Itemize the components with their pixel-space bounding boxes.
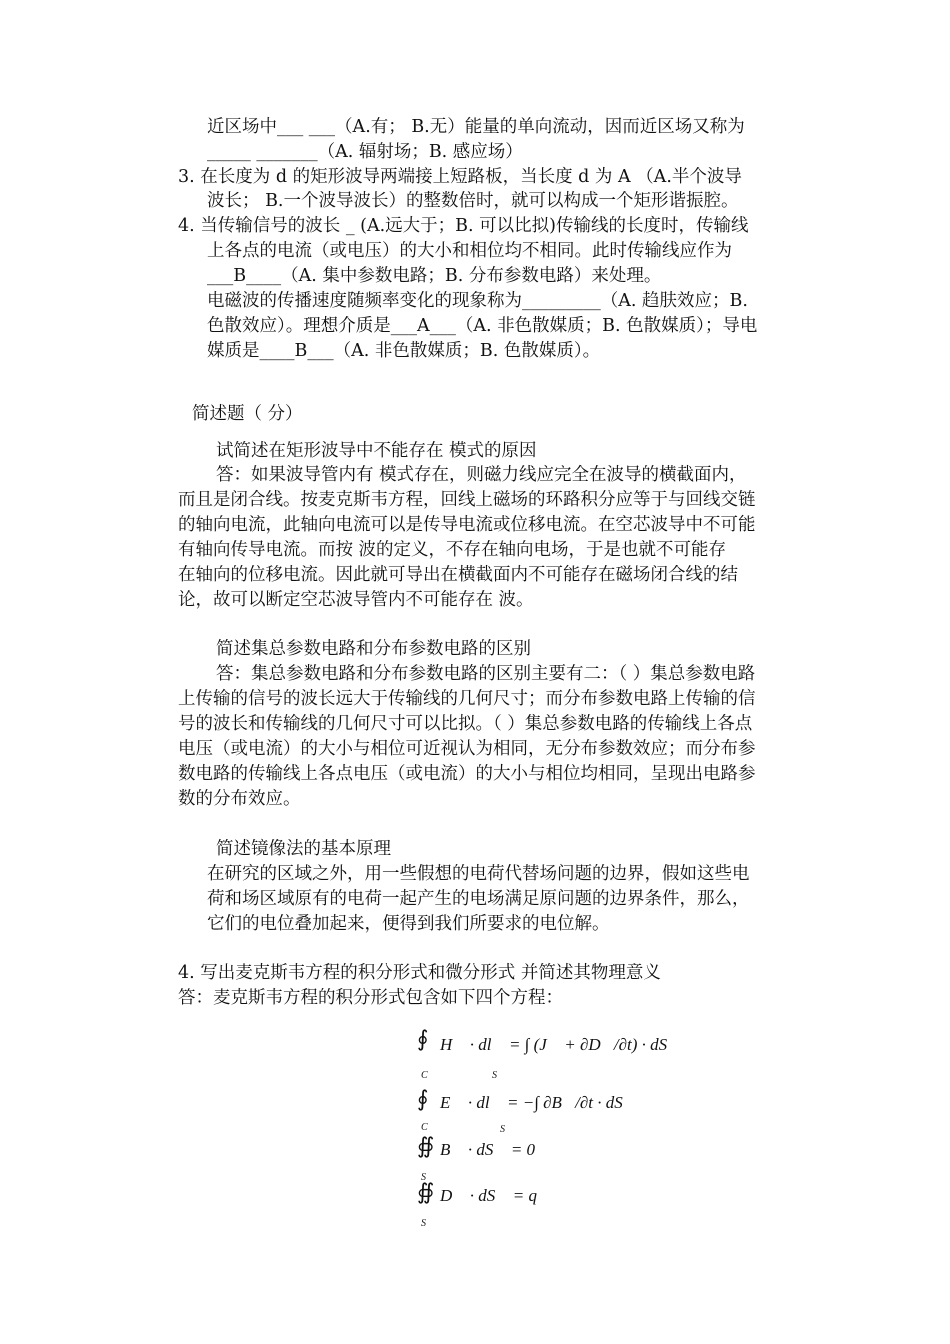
text-line: ___B____（A. 集中参数电路；B. 分布参数电路）来处理。	[207, 266, 662, 286]
equation-3: B⃗ · dS⃗ = 0	[440, 1140, 536, 1159]
answer-line: 数的分布效应。	[178, 789, 301, 809]
text-line: 色散效应）。理想介质是___A___（A. 非色散媒质；B. 色散媒质）；导电	[207, 316, 758, 336]
answer-line: 在研究的区域之外，用一些假想的电荷代替场问题的边界，假如这些电	[207, 864, 750, 884]
equation-2: E⃗ · dl⃗ = −∫ ∂B⃗/∂t · dS⃗	[440, 1093, 636, 1112]
text-line: 波长； B.一个波导波长）的整数倍时，就可以构成一个矩形谐振腔。	[207, 191, 739, 211]
section-title: 简述题（ 分）	[192, 404, 303, 424]
integral-subscript: S	[492, 1070, 497, 1081]
answer-line: 它们的电位叠加起来，便得到我们所要求的电位解。	[207, 914, 610, 934]
answer-line: 有轴向传导电流。而按 波的定义，不存在轴向电场，于是也就不可能存	[178, 540, 727, 560]
answer-line: 数电路的传输线上各点电压（或电流）的大小与相位均相同，呈现出电路参	[178, 764, 756, 784]
question-title: 试简述在矩形波导中不能存在 模式的原因	[216, 441, 537, 461]
question-4-line: 4. 当传输信号的波长 _ (A.远大于；B. 可以比拟)传输线的长度时，传输线	[178, 216, 749, 236]
integral-subscript: C	[421, 1122, 428, 1133]
equation-1: H⃗ · dl⃗ = ∫ (J⃗ + ∂D⃗/∂t) · dS⃗	[440, 1035, 681, 1054]
text-line: 上各点的电流（或电压）的大小和相位均不相同。此时传输线应作为	[207, 241, 732, 261]
answer-line: 荷和场区域原有的电荷一起产生的电场满足原问题的边界条件，那么，	[207, 889, 750, 909]
integral-subscript: S	[421, 1218, 426, 1229]
contour-integral-icon: ∮	[417, 1027, 429, 1052]
text-line: _____ _______（A. 辐射场；B. 感应场）	[207, 142, 523, 162]
integral-subscript: S	[500, 1124, 505, 1135]
text-line: 电磁波的传播速度随频率变化的现象称为_________（A. 趋肤效应；B.	[207, 291, 748, 311]
answer-line: 论，故可以断定空芯波导管内不可能存在 波。	[178, 590, 534, 610]
text-line: 近区场中___ ___（A.有； B.无）能量的单向流动，因而近区场又称为	[207, 117, 745, 137]
answer-line: 答：集总参数电路和分布参数电路的区别主要有二：（ ）集总参数电路	[216, 664, 756, 684]
answer-line: 电压（或电流）的大小与相位可近视认为相同，无分布参数效应；而分布参	[178, 739, 756, 759]
answer-line: 的轴向电流，此轴向电流可以是传导电流或位移电流。在空芯波导中不可能	[178, 515, 756, 535]
text-line: 媒质是____B___（A. 非色散媒质；B. 色散媒质）。	[207, 341, 601, 361]
contour-integral-icon: ∮	[417, 1087, 429, 1112]
answer-line: 答：如果波导管内有 模式存在，则磁力线应完全在波导的横截面内，	[216, 465, 747, 485]
answer-line: 而且是闭合线。按麦克斯韦方程，回线上磁场的环路积分应等于与回线交链	[178, 490, 756, 510]
answer-line: 在轴向的位移电流。因此就可导出在横截面内不可能存在磁场闭合线的结	[178, 565, 738, 585]
question-3-line: 3. 在长度为 d 的矩形波导两端接上短路板，当长度 d 为 A （A.半个波导	[178, 167, 742, 187]
question-title: 简述集总参数电路和分布参数电路的区别	[216, 639, 531, 659]
question-title: 简述镜像法的基本原理	[216, 839, 391, 859]
surface-integral-icon: ∯	[417, 1134, 435, 1159]
equation-4: D⃗ · dS⃗ = q	[440, 1186, 537, 1205]
answer-line: 号的波长和传输线的几何尺寸可以比拟。（ ）集总参数电路的传输线上各点	[178, 714, 753, 734]
answer-line: 答：麦克斯韦方程的积分形式包含如下四个方程：	[178, 988, 563, 1008]
integral-subscript: C	[421, 1070, 428, 1081]
surface-integral-icon: ∯	[417, 1180, 435, 1205]
integral-subscript: S	[421, 1172, 426, 1183]
answer-line: 上传输的信号的波长远大于传输线的几何尺寸；而分布参数电路上传输的信	[178, 689, 756, 709]
question-title: 4. 写出麦克斯韦方程的积分形式和微分形式 并简述其物理意义	[178, 963, 661, 983]
